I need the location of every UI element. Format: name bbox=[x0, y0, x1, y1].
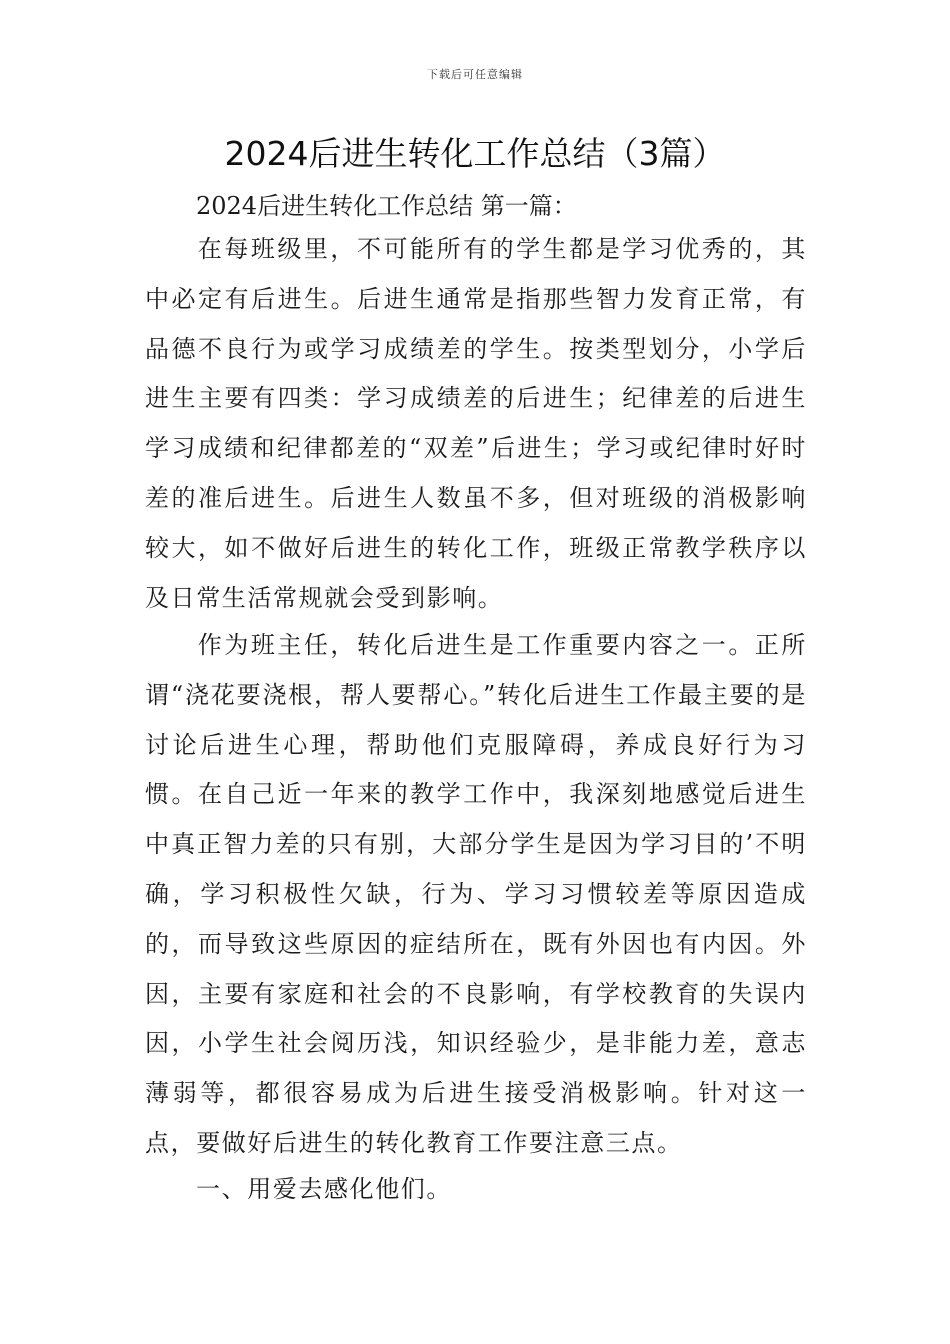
body-paragraph-2: 作为班主任，转化后进生是工作重要内容之一。正所谓“浇花要浇根，帮人要帮心。”转化后进生工作最主要的是讨论后进生心理，帮助他们克服障碍，养成良好行为习惯。在自己近一年来的教学工作中，我深刻地感觉后进生中真正智力差的只有别，大部分学生是因为学习目的’不明确，学习积极性欠缺，行为、学习习惯较差等原因造成的，而导致这些原因的症结所在，既有外因也有内因。外因，主要有家庭和社会的不良影响，有学校教育的失误内因，小学生社会阅历浅，知识经验少，是非能力差，意志薄弱等，都很容易成为后进生接受消极影响。针对这一点，要做好后进生的转化教育工作要注意三点。 bbox=[145, 631, 807, 1157]
section-heading: 2024后进生转化工作总结 第一篇： bbox=[196, 192, 577, 220]
subheading-1: 一、用爱去感化他们。 bbox=[196, 1175, 452, 1203]
document-title: 2024后进生转化工作总结（3篇） bbox=[224, 134, 726, 173]
header-note: 下载后可任意编辑 bbox=[427, 68, 523, 81]
body-paragraph-1: 在每班级里，不可能所有的学生都是学习优秀的，其中必定有后进生。后进生通常是指那些智力发育正常，有品德不良行为或学习成绩差的学生。按类型划分，小学后进生主要有四类：学习成绩差的后进生；纪律差的后进生学习成绩和纪律都差的“双差”后进生；学习或纪律时好时差的准后进生。后进生人数虽不多，但对班级的消极影响较大，如不做好后进生的转化工作，班级正常教学秩序以及日常生活常规就会受到影响。 bbox=[145, 235, 807, 612]
